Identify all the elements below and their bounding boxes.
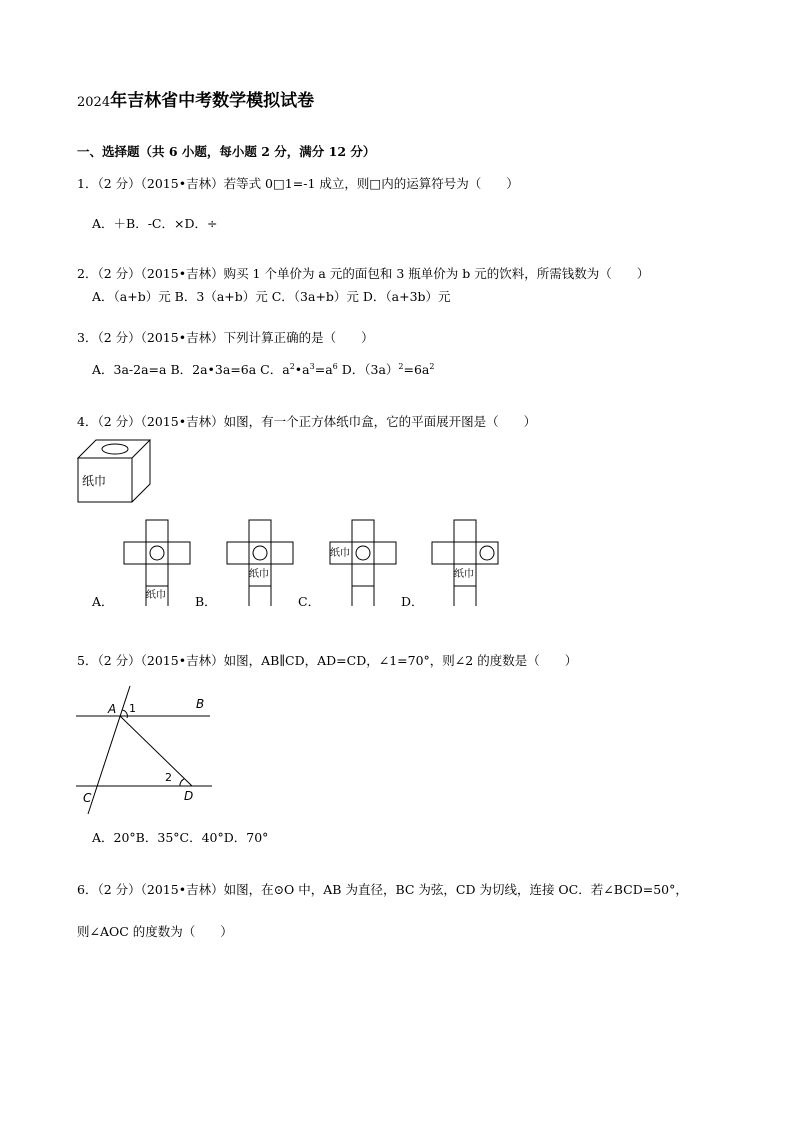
page-title (77, 86, 314, 111)
question-1-options: A．＋B．-C．×D．÷ (92, 216, 218, 231)
angle-1-label: 1 (129, 702, 136, 715)
question-4-option-c: C． (298, 594, 321, 609)
tissue-box-figure (74, 436, 158, 506)
point-a-label: A (108, 702, 117, 716)
point-d-label: D (184, 789, 194, 803)
point-b-label: B (196, 697, 205, 711)
question-4-option-a: A． (92, 594, 114, 609)
net-d-label: 纸巾 (454, 569, 474, 580)
angle-2-label: 2 (165, 771, 172, 784)
question-6-stem-line-2: 则∠AOC 的度数为（ ） (77, 924, 233, 939)
title-year: 2024 (77, 95, 111, 110)
question-1-stem: 1．（2 分）（2015•吉林）若等式 0□1=-1 成立，则□内的运算符号为（ ） (77, 176, 519, 191)
question-6-stem-line-1: 6．（2 分）（2015•吉林）如图，在⊙O 中，AB 为直径，BC 为弦，CD 为切线，连接 OC．若∠BCD=50°， (77, 882, 688, 897)
point-c-label: C (83, 791, 92, 805)
parallel-lines-figure (72, 684, 222, 819)
question-2-options: A．（a+b）元 B．3（a+b）元 C．（3a+b）元 D．（a+3b）元 (92, 289, 451, 304)
title-text: 年吉林省中考数学模拟试卷 (110, 91, 315, 111)
tissue-box-label: 纸巾 (82, 474, 107, 488)
net-c-label: 纸巾 (330, 548, 350, 559)
question-5-stem: 5．（2 分）（2015•吉林）如图，AB∥CD，AD=CD，∠1=70°，则∠2 的度数是（ ） (77, 653, 578, 668)
question-4-stem: 4．（2 分）（2015•吉林）如图，有一个正方体纸巾盒，它的平面展开图是（ ） (77, 414, 537, 429)
question-3-options: A．3a-2a=a B．2a•3a=6a C．$a^2•a^3=a^6$ D．$(3a)^2=6a^2$ (92, 361, 435, 377)
section-heading: 一、选择题（共 6 小题，每小题 2 分，满分 12 分） (77, 144, 376, 159)
question-5-options: A．20°B．35°C．40°D．70° (92, 830, 269, 845)
question-4-option-b: B． (195, 594, 217, 609)
question-2-stem: 2．（2 分）（2015•吉林）购买 1 个单价为 a 元的面包和 3 瓶单价为 b 元的饮料，所需钱数为（ ） (77, 266, 650, 281)
net-b-label: 纸巾 (249, 569, 269, 580)
question-3-stem: 3．（2 分）（2015•吉林）下列计算正确的是（ ） (77, 330, 374, 345)
question-4-option-d: D． (401, 594, 424, 609)
net-a-label: 纸巾 (146, 590, 166, 601)
